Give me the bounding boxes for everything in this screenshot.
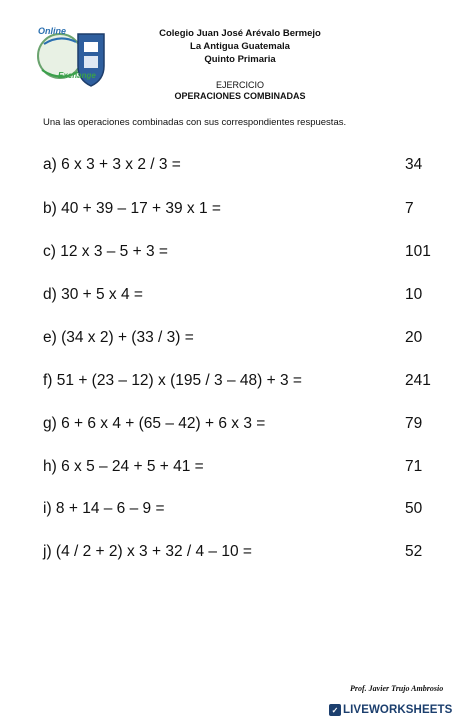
- exercise-question: d) 30 + 5 x 4 =: [43, 286, 143, 303]
- answer-option[interactable]: 52: [405, 543, 423, 560]
- school-city: La Antigua Guatemala: [190, 41, 290, 52]
- logo-word-exchange: Exchange: [58, 71, 96, 80]
- exercise-question: g) 6 + 6 x 4 + (65 – 42) + 6 x 3 =: [43, 415, 266, 432]
- worksheet-title: EJERCICIO: [215, 80, 264, 90]
- logo-word-online: Online: [38, 26, 67, 36]
- exercise-question: j) (4 / 2 + 2) x 3 + 32 / 4 – 10 =: [43, 543, 252, 560]
- answer-option[interactable]: 71: [405, 458, 423, 475]
- exercise-row: [43, 329, 443, 353]
- answer-option[interactable]: 50: [405, 500, 423, 517]
- answer-option[interactable]: 7: [405, 200, 414, 217]
- exercise-question: c) 12 x 3 – 5 + 3 =: [43, 243, 168, 260]
- exercise-row: [43, 372, 443, 396]
- answer-option[interactable]: 79: [405, 415, 423, 432]
- answer-option[interactable]: 20: [405, 329, 423, 346]
- brand-label: LIVEWORKSHEETS: [343, 704, 453, 716]
- exercise-row: [43, 200, 443, 224]
- answer-option[interactable]: 34: [405, 156, 423, 173]
- answer-option[interactable]: 10: [405, 286, 423, 303]
- answer-option[interactable]: 101: [405, 243, 431, 260]
- exercise-question: f) 51 + (23 – 12) x (195 / 3 – 48) + 3 =: [43, 372, 302, 389]
- exercise-row: [43, 458, 443, 482]
- exercise-question: a) 6 x 3 + 3 x 2 / 3 =: [43, 156, 181, 173]
- exercise-row: [43, 243, 443, 267]
- exercise-row: [43, 415, 443, 439]
- worksheet-subtitle: OPERACIONES COMBINADAS: [174, 91, 306, 101]
- teacher-signature: Prof. Javier Trujo Ambrosio: [350, 684, 444, 693]
- liveworksheets-logo-icon: ✓: [329, 704, 341, 716]
- exercise-row: [43, 500, 443, 524]
- exercise-row: [43, 286, 443, 310]
- school-grade: Quinto Primaria: [204, 54, 276, 65]
- instructions: Una las operaciones combinadas con sus correspondientes respuestas.: [43, 117, 347, 128]
- school-name: Colegio Juan José Arévalo Bermejo: [159, 28, 321, 39]
- exercise-row: [43, 543, 443, 567]
- exercise-row: [43, 156, 443, 180]
- exercise-question: i) 8 + 14 – 6 – 9 =: [43, 500, 165, 517]
- answer-option[interactable]: 241: [405, 372, 431, 389]
- liveworksheets-brand[interactable]: [329, 703, 452, 717]
- exercise-question: e) (34 x 2) + (33 / 3) =: [43, 329, 194, 346]
- exercise-question: h) 6 x 5 – 24 + 5 + 41 =: [43, 458, 204, 475]
- school-logo: [30, 20, 114, 90]
- exercise-question: b) 40 + 39 – 17 + 39 x 1 =: [43, 200, 221, 217]
